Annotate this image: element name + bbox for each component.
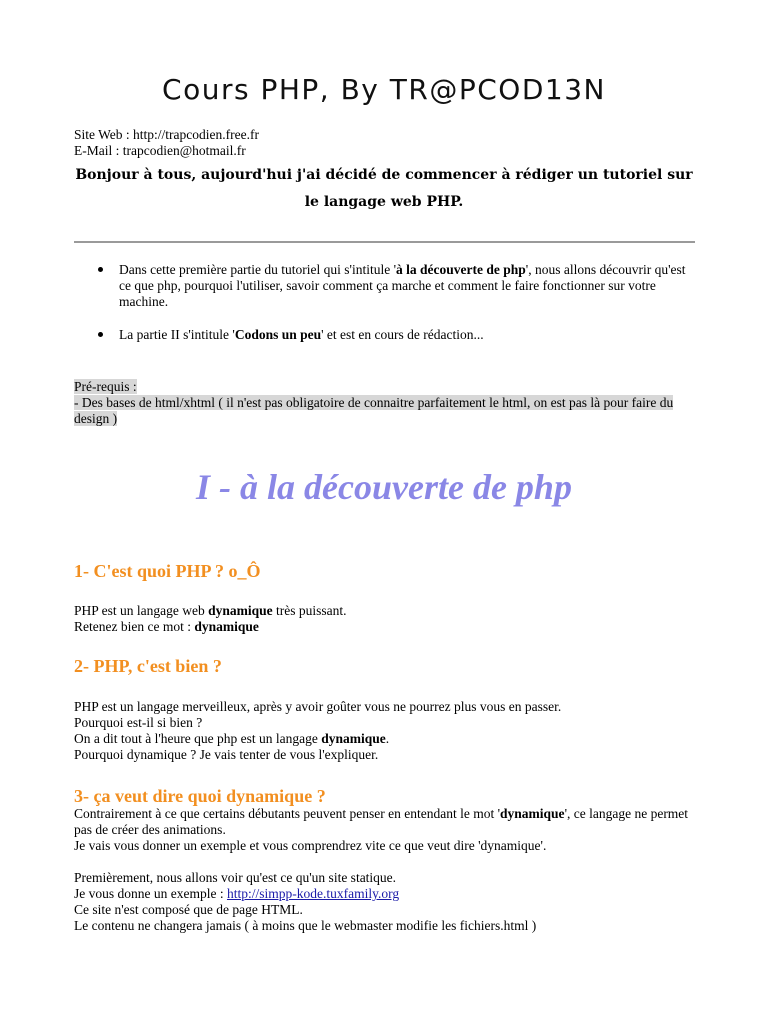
paragraph-line: Pourquoi est-il si bien ? xyxy=(74,715,203,730)
paragraph-line: Le contenu ne changera jamais ( à moins que le webmaster modifie les fichiers.html ) xyxy=(74,918,537,933)
bullet-bold: à la découverte de php xyxy=(396,262,526,277)
bullet-bold: Codons un peu xyxy=(234,327,322,342)
list-item xyxy=(74,327,700,343)
intro-line-2: le langage web PHP. xyxy=(304,194,464,210)
email-line: E-Mail : trapcodien@hotmail.fr xyxy=(74,143,246,158)
paragraph-line: Je vais vous donner un exemple et vous comprendrez vite ce que veut dire 'dynamique'. xyxy=(74,838,547,853)
bullet-text: ', nous allons découvrir qu'est ce que php, pourquoi l'utiliser, savoir comment ça marche et comment le faire fonctionner sur votre machine. xyxy=(119,262,686,309)
section-heading-1: 1- C'est quoi PHP ? o_Ô xyxy=(74,561,261,581)
paragraph-line: Premièrement, nous allons voir qu'est ce qu'un site statique. xyxy=(74,870,397,885)
paragraph-line: On a dit tout à l'heure que php est un langage dynamique. xyxy=(74,731,390,746)
prerequisites-label: Pré-requis : xyxy=(74,379,137,394)
prerequisites-text: - Des bases de html/xhtml ( il n'est pas obligatoire de connaitre parfaitement le html, on est pas là pour faire du design ) xyxy=(74,395,674,426)
site-web-line: Site Web : http://trapcodien.free.fr xyxy=(74,127,259,142)
paragraph-line: PHP est un langage merveilleux, après y avoir goûter vous ne pourrez plus vous en passer. xyxy=(74,699,562,714)
paragraph-line: Je vous donne un exemple : http://simpp-kode.tuxfamily.org xyxy=(74,886,400,901)
section-heading-2: 2- PHP, c'est bien ? xyxy=(74,656,222,676)
bullet-icon xyxy=(98,267,103,272)
section-heading-3: 3- ça veut dire quoi dynamique ? xyxy=(74,786,326,806)
paragraph: Contrairement à ce que certains débutants peuvent penser en entendant le mot 'dynamique', ce langage ne permet pas de créer des animations. xyxy=(74,806,689,837)
intro-bullet-list xyxy=(74,262,700,343)
paragraph-line: Pourquoi dynamique ? Je vais tenter de vous l'expliquer. xyxy=(74,747,379,762)
paragraph-line: Ce site n'est composé que de page HTML. xyxy=(74,902,303,917)
bullet-text: La partie II s'intitule ' xyxy=(119,327,235,342)
contact-info xyxy=(74,127,259,159)
section-1-body xyxy=(74,603,696,635)
horizontal-divider xyxy=(74,241,695,243)
intro-line-1: Bonjour à tous, aujourd'hui j'ai décidé de commencer à rédiger un tutoriel sur xyxy=(75,167,693,183)
prerequisites-block xyxy=(74,379,686,427)
bullet-text: ' et est en cours de rédaction... xyxy=(321,327,484,342)
example-site-link[interactable]: http://simpp-kode.tuxfamily.org xyxy=(226,886,400,901)
bullet-text: Dans cette première partie du tutoriel qui s'intitule ' xyxy=(119,262,397,277)
section-2-body xyxy=(74,699,696,763)
list-item xyxy=(74,262,700,310)
paragraph-line: PHP est un langage web dynamique très puissant. xyxy=(74,603,347,618)
section-3-body xyxy=(74,806,696,934)
document-title: Cours PHP, By TR@PCOD13N xyxy=(162,73,606,106)
chapter-heading: I - à la découverte de php xyxy=(196,467,572,507)
paragraph-line: Retenez bien ce mot : dynamique xyxy=(74,619,259,634)
intro-text xyxy=(60,162,708,216)
bullet-icon xyxy=(98,332,103,337)
